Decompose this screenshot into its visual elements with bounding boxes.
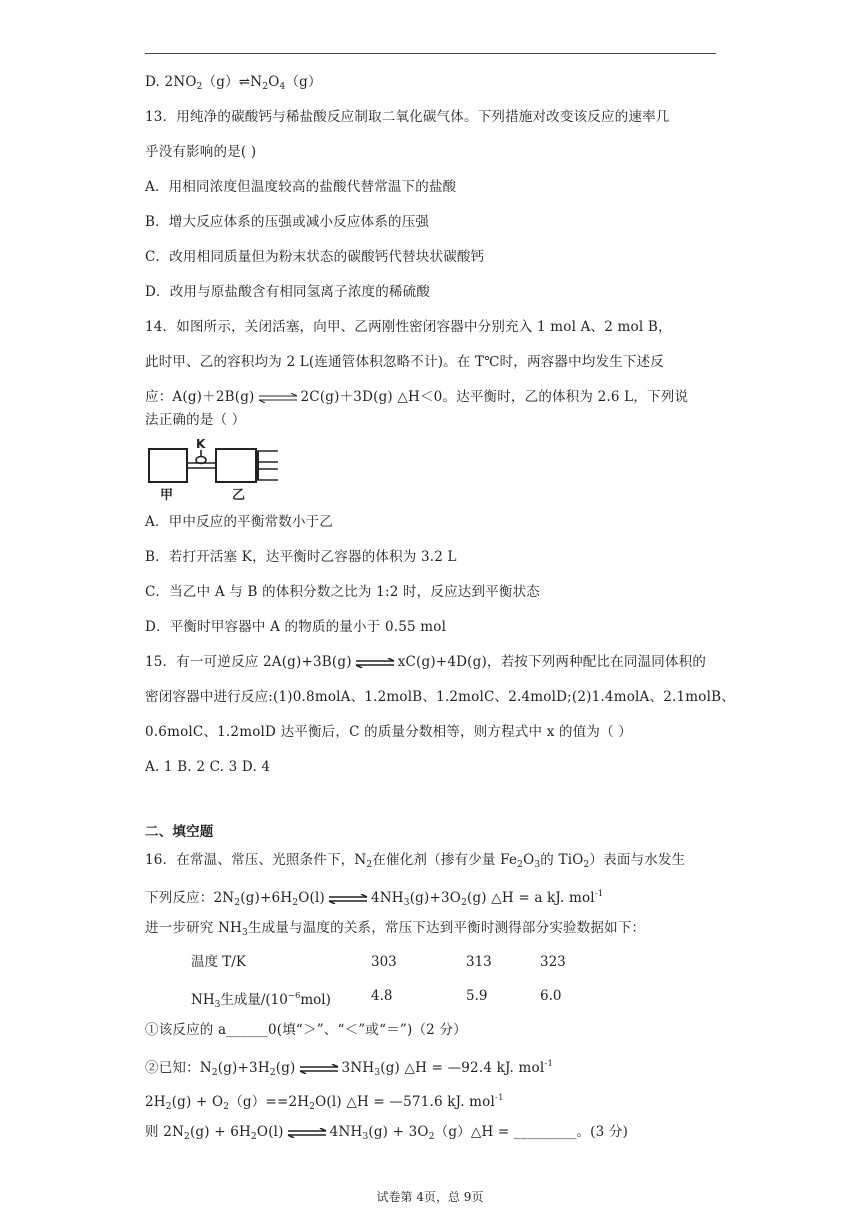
q15-stem-line1: 15．有一可逆反应 2A(g)+3B(g) xC(g)+4D(g)，若按下列两种配比在同温同体积的	[145, 654, 707, 670]
q13-stem-line2: 乎没有影响的是( )	[145, 144, 257, 160]
table-cell: 4.8	[371, 988, 393, 1004]
q14-stem-line4: 法正确的是（ ）	[145, 412, 246, 428]
q16-subquestion-1: ①该反应的 a______0(填“＞”、“＜”或“＝”)（2 分）	[145, 1022, 467, 1038]
q14-stem-line3: 应：A(g)＋2B(g) 2C(g)＋3D(g) △H＜0。达平衡时，乙的体积为 2.6 L，下列说	[145, 389, 689, 405]
top-rule	[145, 53, 716, 54]
table-cell: 5.9	[466, 988, 488, 1004]
table-cell: 303	[371, 954, 397, 970]
page-footer: 试卷第 4页，总 9页	[376, 1190, 484, 1204]
q14-option-d: D．平衡时甲容器中 A 的物质的量小于 0.55 mol	[145, 619, 447, 635]
table-header-nh3-yield: $NH_3$生成量$/(10^{-6}mol)$	[191, 991, 331, 1010]
q16-stem-line3: 进一步研究 $NH_3$生成量与温度的关系，常压下达到平衡时测得部分实验数据如下：	[145, 920, 646, 938]
q14-stem-line1: 14．如图所示，关闭活塞，向甲、乙两刚性密闭容器中分别充入 1 mol A、2 mol B，	[145, 319, 672, 335]
q13-stem-line1: 13．用纯净的碳酸钙与稀盐酸反应制取二氧化碳气体。下列措施对改变该反应的速率几	[145, 109, 670, 125]
q16-subquestion-2: ②已知：$N_2(g)+3H_2(g)$ $3NH_3(g)$ △H = —92.4 kJ. mol$^{-1}$	[145, 1059, 554, 1078]
q12-option-d: D. $2NO_2(g)\rightleftharpoons N_2O_4(g)$	[145, 74, 322, 92]
q16-stem-line1: 16．在常温、常压、光照条件下，$N_2$在催化剂（掺有少量 $Fe_2O_3$的 TiO$_2$）表面与水发生	[145, 852, 686, 870]
q13-option-c: C．改用相同质量但为粉末状态的碳酸钙代替块状碳酸钙	[145, 249, 485, 265]
section-title-fill-in: 二、填空题	[145, 824, 214, 840]
q15-stem-line2: 密闭容器中进行反应:(1)0.8molA、1.2molB、1.2molC、2.4molD;(2)1.4molA、2.1molB、	[145, 689, 735, 705]
table-cell: 323	[540, 954, 566, 970]
table-cell: 313	[466, 954, 492, 970]
container-jia-label: 甲	[160, 488, 174, 503]
equilibrium-arrow-icon	[286, 1128, 328, 1138]
q16-reaction: 下列反应：$2N_2(g)+6H_2O(l)$ $4NH_3(g)+3O_2(g)$ △H = a kJ. mol$^{-1}$	[145, 889, 604, 908]
equilibrium-arrow-icon	[327, 894, 369, 904]
q14-option-a: A．甲中反应的平衡常数小于乙	[145, 514, 334, 530]
q15-options: A. 1 B. 2 C. 3 D. 4	[145, 759, 271, 775]
q16-hydrogen-combustion: $2H_2(g) + O_2(g)==2H_2O(l)$ △H = —571.6 kJ. mol$^{-1}$	[145, 1093, 504, 1112]
q14-option-c: C．当乙中 A 与 B 的体积分数之比为 1:2 时，反应达到平衡状态	[145, 584, 540, 600]
q14-stem-line2: 此时甲、乙的容积均为 2 L(连通管体积忽略不计)。在 T℃时，两容器中均发生下述反	[145, 354, 664, 370]
q15-stem-line3: 0.6molC、1.2molD 达平衡后，C 的质量分数相等，则方程式中 x 的值为（ ）	[145, 724, 632, 740]
equilibrium-arrow-icon	[298, 1064, 340, 1074]
valve-k-label: K	[196, 437, 206, 451]
q13-option-a: A．用相同浓度但温度较高的盐酸代替常温下的盐酸	[145, 179, 457, 195]
equilibrium-arrow-icon	[257, 393, 299, 403]
container-yi-label: 乙	[232, 488, 246, 503]
q14-option-b: B．若打开活塞 K，达平衡时乙容器的体积为 3.2 L	[145, 549, 457, 565]
container-figure	[146, 437, 286, 504]
q13-option-d: D．改用与原盐酸含有相同氢离子浓度的稀硫酸	[145, 284, 431, 300]
q13-option-b: B．增大反应体系的压强或减小反应体系的压强	[145, 214, 430, 230]
table-header-temperature: 温度 T/K	[191, 954, 246, 970]
table-cell: 6.0	[540, 988, 562, 1004]
equilibrium-arrow-icon	[354, 658, 396, 668]
q16-target-reaction: 则 $2N_2(g) + 6H_2O(l)$ $4NH_3(g)$ + $3O_2(g)\triangle H$ = _________。(3 分)	[145, 1124, 629, 1142]
